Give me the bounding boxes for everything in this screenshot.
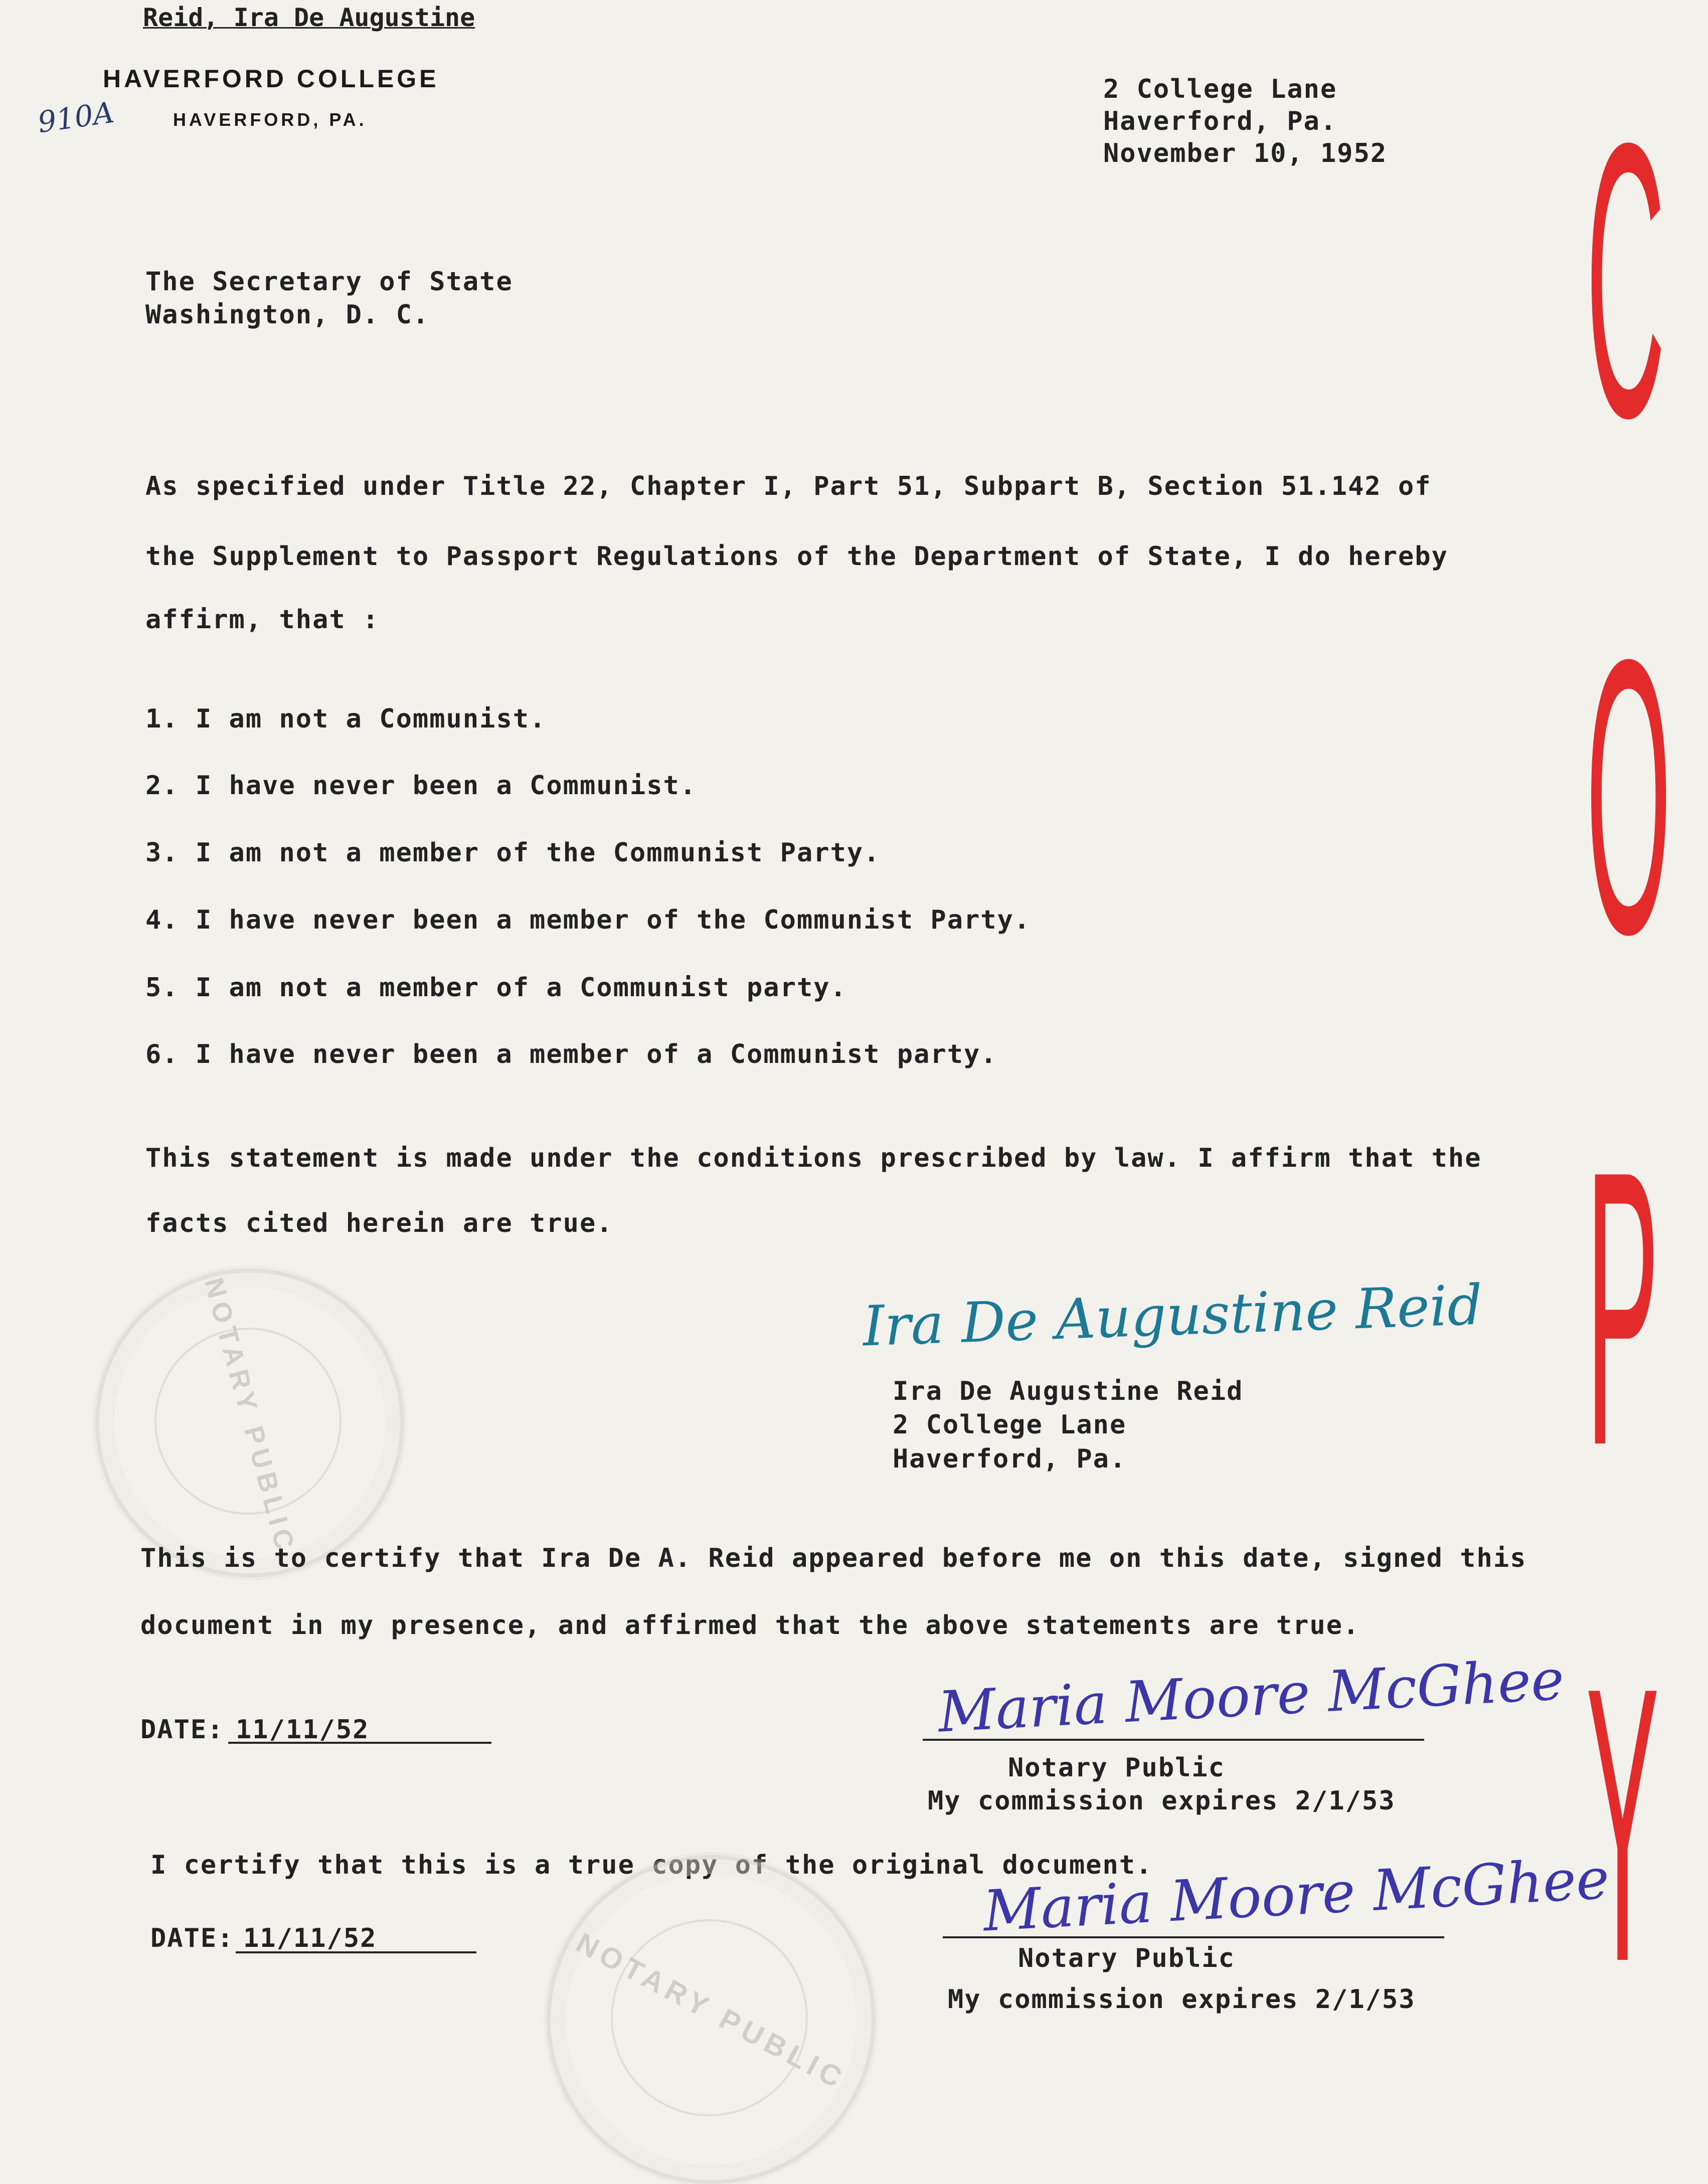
sender-address-line1: 2 College Lane — [1103, 74, 1337, 104]
letter-date: November 10, 1952 — [1103, 138, 1388, 168]
affirmation-item: 3. I am not a member of the Communist Party. — [145, 838, 881, 868]
notary1-date-rule — [228, 1742, 491, 1744]
notary2-signature-rule — [943, 1936, 1444, 1938]
affirmation-item: 5. I am not a member of a Communist party. — [145, 973, 847, 1003]
signer-address1: 2 College Lane — [893, 1410, 1127, 1440]
notary1-date-value: 11/11/52 — [236, 1715, 370, 1745]
margin-note: 910A — [36, 95, 116, 140]
notary2-date-value: 11/11/52 — [243, 1923, 377, 1953]
notary2-date-label: DATE: — [150, 1923, 234, 1953]
affirmation-item: 2. I have never been a Communist. — [145, 771, 697, 801]
copy-stamp-letter: P — [1586, 1090, 1659, 1527]
notary2-title: Notary Public — [1018, 1943, 1235, 1973]
copy-stamp — [1545, 62, 1671, 2043]
sender-address-line2: Haverford, Pa. — [1103, 106, 1337, 136]
affirmation-item: 4. I have never been a member of the Communist Party. — [145, 905, 1031, 935]
signer-address2: Haverford, Pa. — [893, 1444, 1127, 1474]
certification-line2: document in my presence, and affirmed that the above statements are true. — [140, 1610, 1360, 1641]
seal-text: NOTARY PUBLIC — [198, 1275, 301, 1557]
intro-line3: affirm, that : — [145, 605, 380, 635]
copy-stamp-letter: O — [1586, 579, 1671, 1015]
letterhead-name: HAVERFORD COLLEGE — [103, 65, 439, 93]
notary2-commission: My commission expires 2/1/53 — [948, 1984, 1416, 2015]
certification-line1: This is to certify that Ira De A. Reid appeared before me on this date, signed this — [140, 1543, 1527, 1573]
recipient-line1: The Secretary of State — [145, 267, 513, 297]
copy-stamp-letter: C — [1586, 62, 1665, 499]
true-copy-statement: I certify that this is a true copy of the original document. — [150, 1850, 1153, 1880]
notary1-title: Notary Public — [1008, 1753, 1225, 1783]
file-label: Reid, Ira De Augustine — [143, 3, 475, 32]
recipient-line2: Washington, D. C. — [145, 300, 430, 330]
notary1-date-label: DATE: — [140, 1715, 224, 1745]
affirmation-item: 6. I have never been a member of a Communist party. — [145, 1039, 997, 1069]
signer-signature: Ira De Augustine Reid — [862, 1272, 1484, 1359]
intro-line2: the Supplement to Passport Regulations of the Department of State, I do hereby — [145, 541, 1448, 572]
notary2-signature: Maria Moore McGhee — [981, 1846, 1611, 1944]
notary1-commission: My commission expires 2/1/53 — [928, 1786, 1396, 1816]
statement-line1: This statement is made under the conditions prescribed by law. I affirm that the — [145, 1143, 1482, 1173]
notary-seal-embossed — [95, 1268, 404, 1577]
affirmation-item: 1. I am not a Communist. — [145, 704, 547, 734]
intro-line1: As specified under Title 22, Chapter I, Part 51, Subpart B, Section 51.142 of — [145, 471, 1432, 501]
statement-line2: facts cited herein are true. — [145, 1208, 613, 1238]
notary1-signature: Maria Moore McGhee — [936, 1647, 1566, 1745]
copy-stamp-letter: Y — [1586, 1606, 1659, 2043]
seal-text: NOTARY PUBLIC — [571, 1926, 851, 2096]
letterhead-place: HAVERFORD, PA. — [173, 109, 367, 130]
notary2-date-rule — [236, 1951, 476, 1953]
notary1-signature-rule — [923, 1739, 1424, 1741]
signer-name: Ira De Augustine Reid — [893, 1376, 1244, 1406]
notary-seal-embossed — [547, 1855, 876, 2184]
